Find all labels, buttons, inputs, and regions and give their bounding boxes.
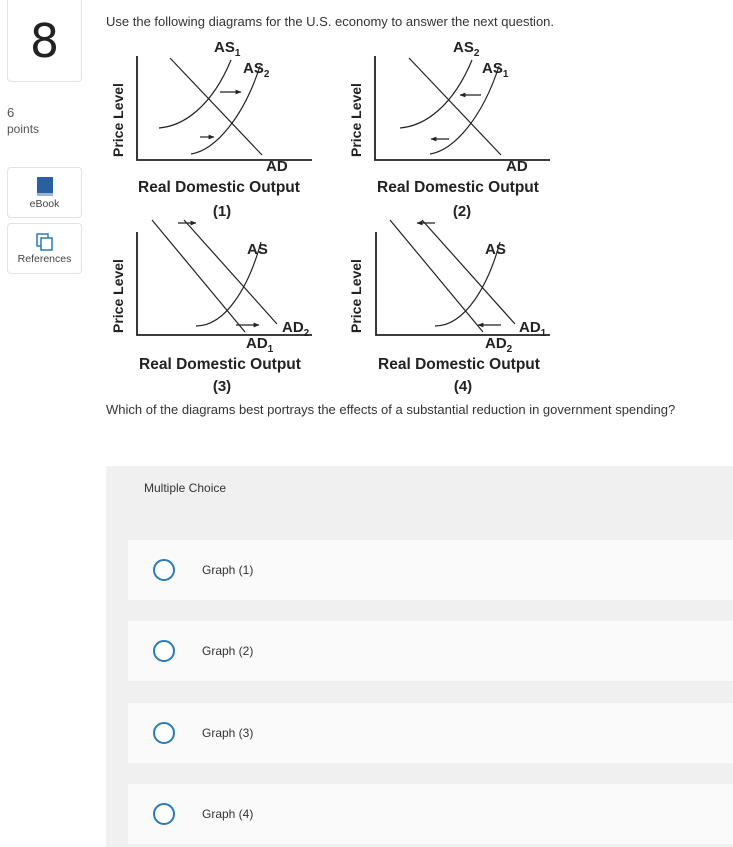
x-axis-label-3: Real Domestic Output: [139, 356, 301, 373]
g1-as1-label: $AS_1$: [214, 39, 241, 59]
graph-1: [137, 56, 312, 160]
g2-as2-label: $AS_2$: [453, 39, 480, 59]
g3-as-label: AS: [247, 241, 268, 258]
choice-label: Graph (2): [202, 644, 254, 658]
references-icon: [36, 233, 54, 251]
g1-ad-label: AD: [266, 158, 288, 175]
radio-button[interactable]: [153, 722, 175, 744]
g3-ad1-label: $AD_1$: [246, 335, 274, 355]
g2-ad-label: AD: [506, 158, 528, 175]
y-axis-label-3: Price Level: [110, 259, 126, 333]
choice-label: Graph (4): [202, 807, 254, 821]
choice-option-3[interactable]: [128, 703, 733, 763]
caption-2: (2): [452, 203, 472, 220]
caption-1: (1): [212, 203, 232, 220]
question-text: Which of the diagrams best portrays the effects of a substantial reduction in government spending?: [106, 402, 676, 417]
ebook-label: eBook: [29, 198, 60, 210]
g4-as-label: AS: [485, 241, 506, 258]
radio-button[interactable]: [153, 559, 175, 581]
x-axis-label-4: Real Domestic Output: [378, 356, 540, 373]
caption-3: (3): [212, 378, 232, 395]
choice-label: Graph (1): [202, 563, 254, 577]
radio-button[interactable]: [153, 803, 175, 825]
diagrams-figure: [104, 36, 574, 398]
ebook-button[interactable]: [7, 167, 82, 218]
x-axis-label-2: Real Domestic Output: [377, 179, 539, 196]
x-axis-label-1: Real Domestic Output: [138, 179, 300, 196]
multiple-choice-header: Multiple Choice: [144, 481, 227, 495]
points-info: [7, 104, 39, 138]
graph-2: [375, 56, 550, 160]
caption-4: (4): [453, 378, 473, 395]
graph-4: [376, 220, 550, 335]
book-icon: [37, 177, 53, 196]
radio-button[interactable]: [153, 640, 175, 662]
g2-as1-label: $AS_1$: [482, 60, 509, 80]
y-axis-label-1: Price Level: [110, 83, 126, 157]
question-number: 8: [7, 0, 82, 82]
g4-ad1-label: $AD_1$: [519, 319, 547, 339]
graph-3: [137, 220, 312, 335]
question-prompt: Use the following diagrams for the U.S. economy to answer the next question.: [106, 14, 555, 29]
choice-option-1[interactable]: [128, 540, 733, 600]
points-value: 6: [7, 105, 15, 120]
choice-option-2[interactable]: [128, 621, 733, 681]
references-label: References: [17, 253, 72, 265]
g4-ad2-label: $AD_2$: [485, 335, 513, 355]
g1-as2-label: $AS_2$: [243, 60, 270, 80]
g3-ad2-label: $AD_2$: [282, 319, 310, 339]
choice-label: Graph (3): [202, 726, 254, 740]
choice-option-4[interactable]: [128, 784, 733, 844]
points-label: points: [7, 122, 40, 136]
y-axis-label-2: Price Level: [348, 83, 364, 157]
references-button[interactable]: [7, 223, 82, 274]
y-axis-label-4: Price Level: [348, 259, 364, 333]
multiple-choice-panel: [106, 466, 733, 847]
